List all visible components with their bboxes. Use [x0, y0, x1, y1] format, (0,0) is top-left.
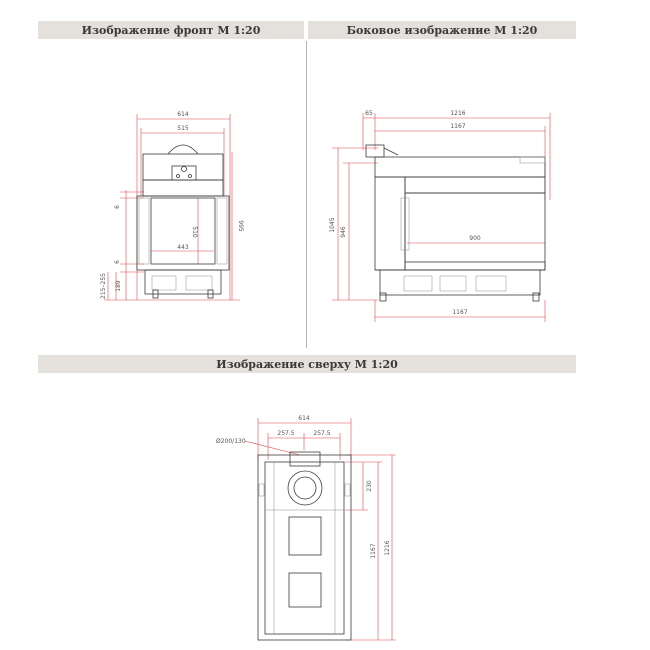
dim-614: 614 — [177, 111, 189, 118]
dim-230: 230 — [366, 480, 373, 492]
side-view-title: Боковое изображение М 1:20 — [346, 23, 538, 37]
dim-top-614: 614 — [298, 415, 310, 422]
dim-215-255: 215–255 — [100, 273, 107, 299]
dim-top-1216: 1216 — [384, 540, 391, 556]
dim-257-5-right: 257.5 — [313, 430, 331, 437]
dim-515: 515 — [177, 125, 189, 132]
dim-257-5-left: 257.5 — [277, 430, 295, 437]
dim-946: 946 — [340, 226, 347, 238]
dim-1167-bottom: 1167 — [452, 309, 468, 316]
dim-995: 995 — [237, 220, 244, 232]
top-view-drawing — [216, 415, 396, 640]
side-view-drawing — [329, 110, 550, 322]
dim-top-1167: 1167 — [370, 543, 377, 559]
dim-510: 510 — [191, 226, 198, 238]
dim-189: 189 — [115, 280, 122, 292]
dim-443: 443 — [177, 244, 189, 251]
dim-1045: 1045 — [329, 217, 336, 233]
dim-6-bottom: 6 — [114, 260, 121, 264]
dim-900: 900 — [469, 235, 481, 242]
dim-1216: 1216 — [450, 110, 466, 117]
front-view-title: Изображение фронт М 1:20 — [81, 23, 261, 37]
top-view-title: Изображение сверху М 1:20 — [216, 357, 398, 371]
dim-65: 65 — [365, 110, 373, 117]
dim-1167: 1167 — [450, 123, 466, 130]
dim-flue-diameter: Ø200/130 — [216, 438, 246, 445]
front-view-drawing — [100, 111, 244, 300]
dim-6-top: 6 — [114, 205, 121, 209]
